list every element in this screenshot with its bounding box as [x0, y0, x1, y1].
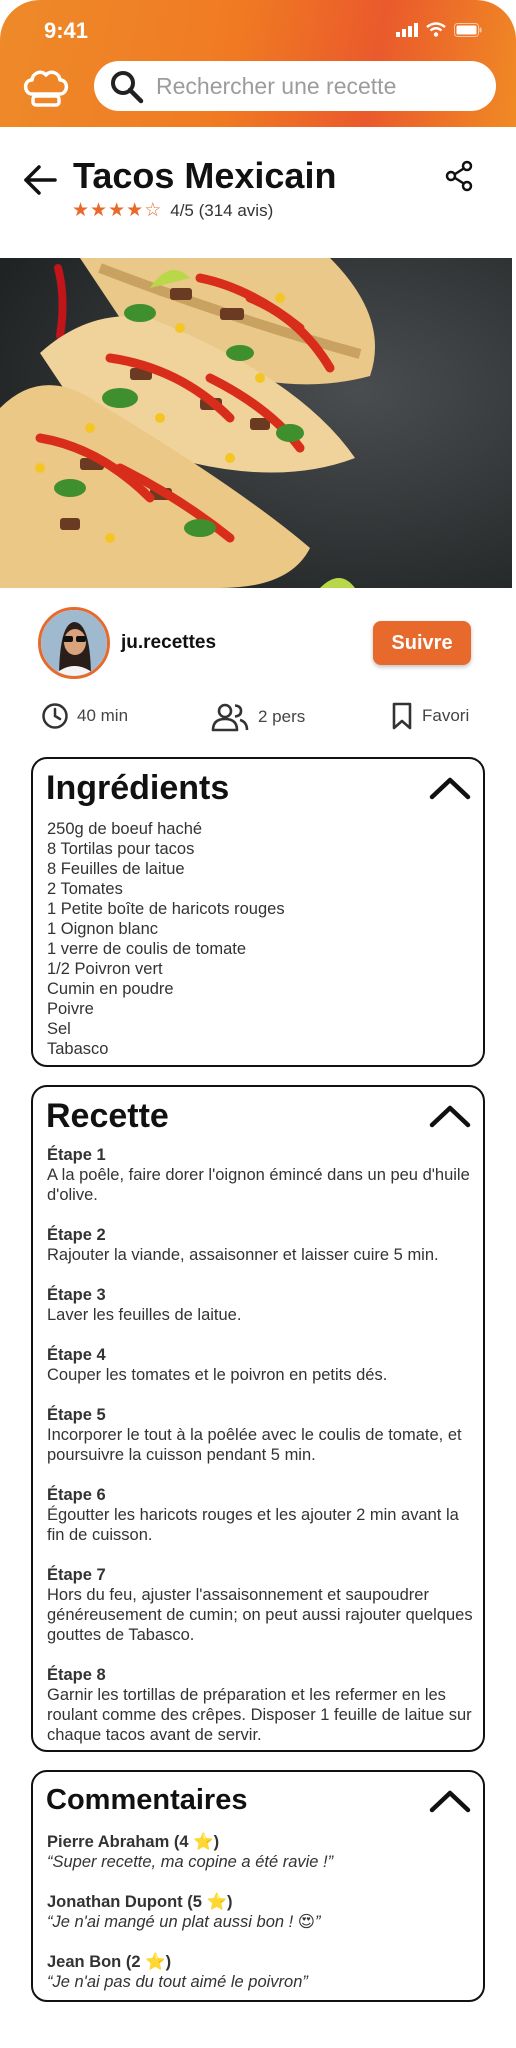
ingredient-item: Sel: [47, 1020, 71, 1038]
ingredient-item: 1 Oignon blanc: [47, 920, 158, 938]
recipe-step: [47, 1665, 479, 1745]
step-label: Étape 7: [47, 1566, 106, 1584]
step-text: Rajouter la viande, assaisonner et laisser cuire 5 min.: [47, 1246, 439, 1264]
step-label: Étape 2: [47, 1226, 106, 1244]
back-arrow-icon[interactable]: [22, 162, 58, 198]
search-icon: [108, 68, 144, 104]
ingredient-item: 8 Feuilles de laitue: [47, 860, 185, 878]
recipe-step: [47, 1225, 479, 1265]
comments-list: [47, 1832, 479, 2012]
comment-item: [47, 1832, 479, 1872]
search-input[interactable]: Rechercher une recette: [156, 72, 397, 99]
ingredient-item: Cumin en poudre: [47, 980, 174, 998]
ingredient-item: Tabasco: [47, 1040, 109, 1058]
comment-author: Pierre Abraham (4 ⭐): [47, 1833, 220, 1851]
star-filled-icon: ★: [108, 200, 126, 221]
step-text: Laver les feuilles de laitue.: [47, 1306, 242, 1324]
star-empty-icon: ☆: [144, 200, 162, 221]
signal-icon: [396, 23, 418, 37]
ingredients-card: [31, 757, 485, 1067]
recipe-step: [47, 1565, 479, 1645]
step-text: Hors du feu, ajuster l'assaisonnement et saupoudrer généreusement de cumin; on peut aussi rajouter quelques gouttes de Tabasco.: [47, 1586, 473, 1644]
step-label: Étape 4: [47, 1346, 106, 1364]
wifi-icon: [426, 22, 446, 37]
recipe-card: [31, 1085, 485, 1752]
share-icon[interactable]: [444, 160, 474, 192]
step-label: Étape 8: [47, 1666, 106, 1684]
cook-time: 40 min: [77, 706, 129, 725]
meta-people: [210, 702, 305, 732]
comments-title: Commentaires: [46, 1784, 248, 1816]
follow-button[interactable]: Suivre: [373, 621, 471, 665]
step-text: Égoutter les haricots rouges et les ajouter 2 min avant la fin de cuisson.: [47, 1506, 459, 1544]
clock-icon: [41, 702, 69, 730]
recipe-step: [47, 1485, 479, 1545]
comment-item: [47, 1952, 479, 1992]
comment-text: “Super recette, ma copine a été ravie !”: [47, 1853, 334, 1871]
people-icon: [210, 702, 250, 732]
ingredient-item: 1 verre de coulis de tomate: [47, 940, 247, 958]
star-filled-icon: ★: [90, 200, 108, 221]
ingredient-item: Poivre: [47, 1000, 94, 1018]
recipe-title: Tacos Mexicain: [73, 155, 337, 196]
app-header: [0, 0, 516, 127]
author-username[interactable]: ju.recettes: [121, 632, 217, 653]
step-label: Étape 5: [47, 1406, 106, 1424]
comment-item: [47, 1892, 479, 1932]
meta-time: [41, 702, 128, 730]
step-text: Incorporer le tout à la poêlée avec le coulis de tomate, et poursuivre la cuisson pendant 5 min.: [47, 1426, 462, 1464]
recipe-section-title: Recette: [46, 1097, 169, 1135]
recipe-step: [47, 1345, 479, 1385]
battery-icon: [454, 23, 482, 37]
status-icons: [396, 22, 482, 37]
chevron-up-icon[interactable]: [429, 775, 471, 801]
step-text: Garnir les tortillas de préparation et les refermer en les roulant comme des crêpes. Disposer 1 feuille de laitue sur chaque tacos avant de servir.: [47, 1686, 472, 1744]
ingredient-item: 250g de boeuf haché: [47, 820, 203, 838]
comment-text: “Je n'ai mangé un plat aussi bon ! 😍”: [47, 1913, 321, 1931]
ingredients-title: Ingrédients: [46, 769, 230, 807]
comment-author: Jean Bon (2 ⭐): [47, 1953, 172, 1971]
recipe-rating: [72, 201, 273, 221]
servings: 2 pers: [258, 707, 306, 726]
chevron-up-icon[interactable]: [429, 1103, 471, 1129]
comment-text: “Je n'ai pas du tout aimé le poivron”: [47, 1973, 308, 1991]
favorite-button[interactable]: [390, 702, 469, 730]
star-filled-icon: ★: [72, 200, 90, 221]
step-label: Étape 3: [47, 1286, 106, 1304]
recipe-step: [47, 1145, 479, 1205]
status-time: 9:41: [44, 18, 89, 43]
step-label: Étape 6: [47, 1486, 106, 1504]
ingredients-list: [47, 819, 285, 1059]
step-text: Couper les tomates et le poivron en petits dés.: [47, 1366, 388, 1384]
avatar-image: [41, 610, 107, 676]
comment-author: Jonathan Dupont (5 ⭐): [47, 1893, 233, 1911]
favorite-label: Favori: [422, 706, 470, 725]
ingredient-item: 2 Tomates: [47, 880, 123, 898]
ingredient-item: 1/2 Poivron vert: [47, 960, 163, 978]
chevron-up-icon[interactable]: [429, 1788, 471, 1814]
star-filled-icon: ★: [126, 200, 144, 221]
comments-card: [31, 1770, 485, 2002]
step-text: A la poêle, faire dorer l'oignon émincé dans un peu d'huile d'olive.: [47, 1166, 470, 1204]
rating-text: 4/5 (314 avis): [170, 201, 274, 220]
search-bar[interactable]: [94, 61, 496, 111]
step-label: Étape 1: [47, 1146, 106, 1164]
bookmark-icon: [390, 702, 414, 730]
avatar[interactable]: [38, 607, 110, 679]
recipe-step: [47, 1405, 479, 1465]
steps-list: [47, 1145, 479, 1765]
ingredient-item: 1 Petite boîte de haricots rouges: [47, 900, 285, 918]
chef-hat-icon[interactable]: [22, 68, 70, 108]
ingredient-item: 8 Tortilas pour tacos: [47, 840, 195, 858]
recipe-step: [47, 1285, 479, 1325]
recipe-photo: [0, 258, 512, 588]
